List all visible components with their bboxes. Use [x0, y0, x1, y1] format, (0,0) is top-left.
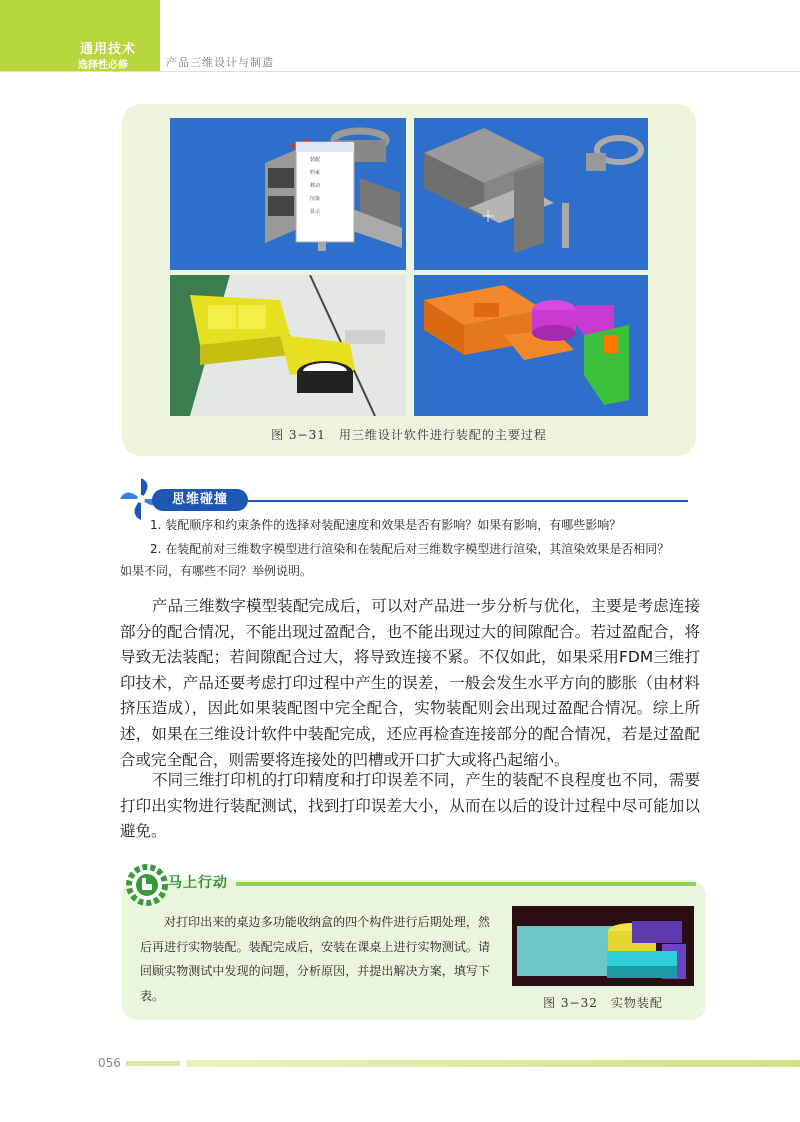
- printed-parts-drawing: [170, 275, 406, 416]
- figure-3-31-image-grid: [170, 118, 648, 416]
- gear-hand-icon: [124, 862, 170, 908]
- menu-item: 装配: [310, 157, 321, 163]
- figure-3-32-caption: 图 3−32 实物装配: [543, 996, 663, 1010]
- footer-bar-short: [126, 1061, 180, 1066]
- body-paragraph-1: 产品三维数字模型装配完成后，可以对产品进一步分析与优化，主要是考虑连接部分的配合情况，不能出现过盈配合，也不能出现过大的间隙配合。若过盈配合，将导致无法装配；若间隙配合过大，将导致连接不紧。不仅如此，如果采用FDM三维打印技术，产品还要考虑打印过程中产生的误差，一般会发生水平方向的膨胀（由材料挤压造成），因此如果装配图中完全配合，实物装配则会出现过盈配合情况。综上所述，如果在三维设计软件中装配完成，还应再检查连接部分的配合情况，若是过盈配合或完全配合，则需要将连接处的凹槽或开口扩大或将凸起缩小。: [120, 597, 700, 769]
- assembly-step-2-image: [414, 118, 648, 270]
- action-title: 马上行动: [168, 875, 228, 891]
- header-divider: [0, 71, 800, 72]
- chapter-title: 产品三维设计与制造: [166, 56, 274, 69]
- assembly-step-1-drawing: [170, 118, 406, 270]
- thinking-question-1: 1. 装配顺序和约束条件的选择对装配速度和效果是否有影响？如果有影响，有哪些影响？: [150, 518, 622, 532]
- assembly-step-4-drawing: [414, 275, 648, 416]
- figure-3-31-caption: 图 3−31 用三维设计软件进行装配的主要过程: [271, 428, 547, 442]
- menu-item: 移动: [310, 183, 321, 189]
- menu-item: 渲染: [310, 196, 321, 202]
- thinking-divider: [248, 500, 688, 502]
- figure-3-32-photo: [512, 906, 694, 986]
- assembly-step-1-image: [170, 118, 406, 270]
- action-divider: [236, 882, 696, 886]
- menu-item: 显示: [310, 209, 321, 215]
- assembly-step-4-image: [414, 275, 648, 416]
- book-subtitle: 选择性必修: [78, 60, 128, 71]
- action-text: 对打印出来的桌边多功能收纳盒的四个构件进行后期处理，然后再进行实物装配。装配完成后，安装在课桌上进行实物测试。请回顾实物测试中发现的问题，分析原因，并提出解决方案，填写下表。: [140, 915, 490, 1003]
- book-title: 通用技术: [80, 42, 137, 57]
- body-paragraph-2: 不同三维打印机的打印精度和打印误差不同，产生的装配不良程度也不同，需要打印出实物进行装配测试，找到打印误差大小，从而在以后的设计过程中尽可能加以避免。: [120, 771, 700, 841]
- thinking-question-2: 2. 在装配前对三维数字模型进行渲染和在装配后对三维数字模型进行渲染，其渲染效果是否相同？如果不同，有哪些不同？举例说明。: [120, 542, 670, 578]
- thinking-title: 思维碰撞: [152, 489, 248, 511]
- footer-bar-long: [186, 1060, 800, 1067]
- assembly-step-2-drawing: [414, 118, 648, 270]
- printed-parts-photo: [170, 275, 406, 416]
- context-menu: [310, 154, 320, 219]
- physical-assembly-drawing: [512, 906, 694, 986]
- page-number: 056: [98, 1056, 121, 1070]
- menu-item: 约束: [310, 170, 321, 176]
